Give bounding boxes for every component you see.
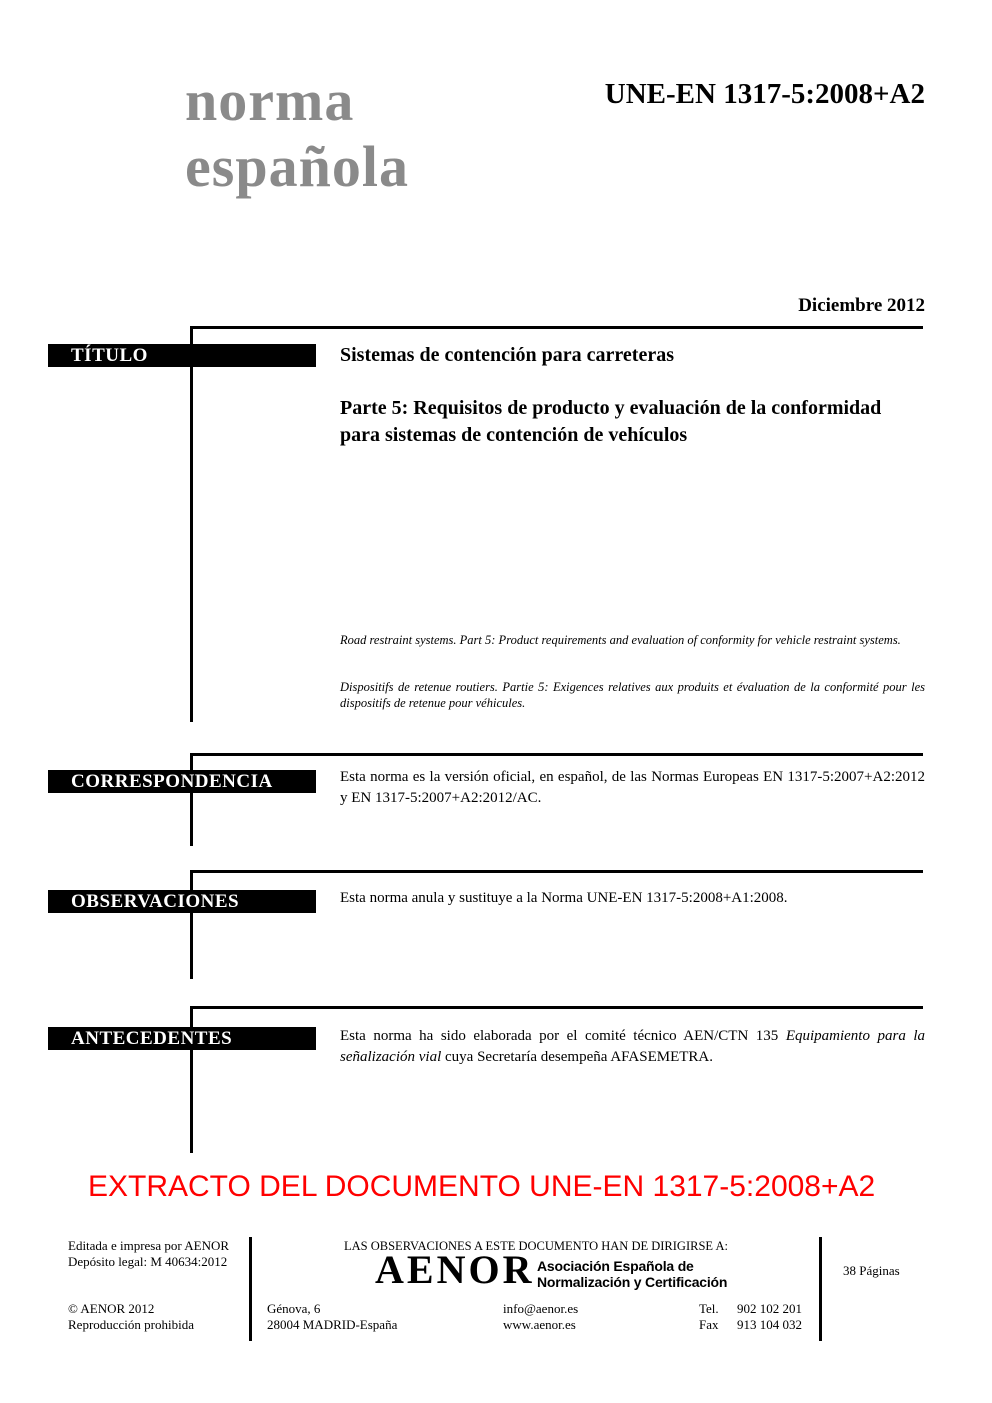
- document-code: UNE-EN 1317-5:2008+A2: [604, 78, 925, 110]
- observaciones-label-bar: [48, 890, 316, 913]
- title-french: Dispositifs de retenue routiers. Partie 5: Exigences relatives aux produits et évaluation de la conformité pour les dispositifs de retenue pour véhicules.: [340, 680, 925, 710]
- footer-fax-row: [699, 1317, 802, 1333]
- footer-fax-value: 913 104 032: [737, 1317, 802, 1332]
- titulo-label: TÍTULO: [71, 344, 148, 366]
- footer-reproduction-line: Reproducción prohibida: [68, 1317, 194, 1332]
- footer-telfax-block: [699, 1301, 802, 1333]
- footer-copyright-line: © AENOR 2012: [68, 1301, 155, 1316]
- observaciones-label: OBSERVACIONES: [71, 890, 240, 912]
- norma-espanola-logo: [185, 68, 409, 200]
- observaciones-top-rule: [190, 870, 923, 873]
- antecedentes-top-rule: [190, 1006, 923, 1009]
- footer-edited-line1: Editada e impresa por AENOR: [68, 1238, 230, 1253]
- antecedentes-label: ANTECEDENTES: [71, 1027, 233, 1049]
- footer-tel-label: Tel.: [699, 1301, 719, 1316]
- footer-address-line1: Génova, 6: [267, 1301, 321, 1316]
- antecedentes-body: [340, 1026, 925, 1068]
- footer-address-line2: 28004 MADRID-España: [267, 1317, 398, 1332]
- footer-edited-block: [68, 1238, 229, 1270]
- antecedentes-body-prefix: Esta norma ha sido elaborada por el comité técnico AEN/CTN 135: [340, 1028, 786, 1044]
- antecedentes-body-italic: Equipamiento para la señalización vial: [340, 1028, 925, 1065]
- footer-fax-label: Fax: [699, 1317, 719, 1332]
- correspondencia-label: CORRESPONDENCIA: [71, 770, 273, 792]
- aenor-logo: AENOR: [375, 1247, 535, 1292]
- logo-line-1: norma: [185, 68, 355, 133]
- aenor-subtitle-line1: Asociación Española de: [537, 1258, 694, 1274]
- footer-tel-row: [699, 1301, 802, 1317]
- antecedentes-label-bar: [48, 1027, 316, 1050]
- observaciones-vertical-line: [190, 870, 193, 979]
- footer-tel-value: 902 102 201: [737, 1301, 802, 1316]
- correspondencia-vertical-line: [190, 753, 193, 846]
- aenor-subtitle-line2: Normalización y Certificación: [537, 1274, 728, 1290]
- extract-notice: EXTRACTO DEL DOCUMENTO UNE-EN 1317-5:2008+A2: [88, 1170, 876, 1203]
- footer-page-count: 38 Páginas: [843, 1263, 900, 1278]
- observaciones-body: Esta norma anula y sustituye a la Norma UNE-EN 1317-5:2008+A1:2008.: [340, 890, 788, 906]
- titulo-label-bar: [48, 344, 316, 367]
- document-date: Diciembre 2012: [798, 295, 925, 316]
- footer-website: www.aenor.es: [503, 1317, 576, 1332]
- title-main: Sistemas de contención para carreteras: [340, 344, 675, 366]
- footer-deposito-legal: Depósito legal: M 40634:2012: [68, 1254, 228, 1269]
- titulo-top-rule: [190, 326, 923, 329]
- titulo-vertical-line: [190, 326, 193, 722]
- antecedentes-body-suffix: cuya Secretaría desempeña AFASEMETRA.: [441, 1049, 713, 1065]
- correspondencia-top-rule: [190, 753, 923, 756]
- footer-copyright-block: [68, 1301, 194, 1333]
- footer-observations-notice: LAS OBSERVACIONES A ESTE DOCUMENTO HAN DE DIRIGIRSE A:: [344, 1239, 728, 1253]
- correspondencia-body: Esta norma es la versión oficial, en español, de las Normas Europeas EN 1317-5:2007+A2:2012 y EN 1317-5:2007+A2:2012/AC.: [340, 769, 925, 806]
- title-english: Road restraint systems. Part 5: Product requirements and evaluation of conformity for vehicle restraint systems.: [340, 633, 901, 647]
- correspondencia-label-bar: [48, 770, 316, 793]
- aenor-logo-subtitle: [537, 1258, 727, 1290]
- logo-line-2: española: [185, 134, 409, 199]
- title-part: Parte 5: Requisitos de producto y evaluación de la conformidad para sistemas de contención de vehículos: [340, 397, 882, 446]
- footer-email: info@aenor.es: [503, 1301, 579, 1316]
- footer-contact-block: [503, 1301, 578, 1333]
- footer-address-block: [267, 1301, 397, 1333]
